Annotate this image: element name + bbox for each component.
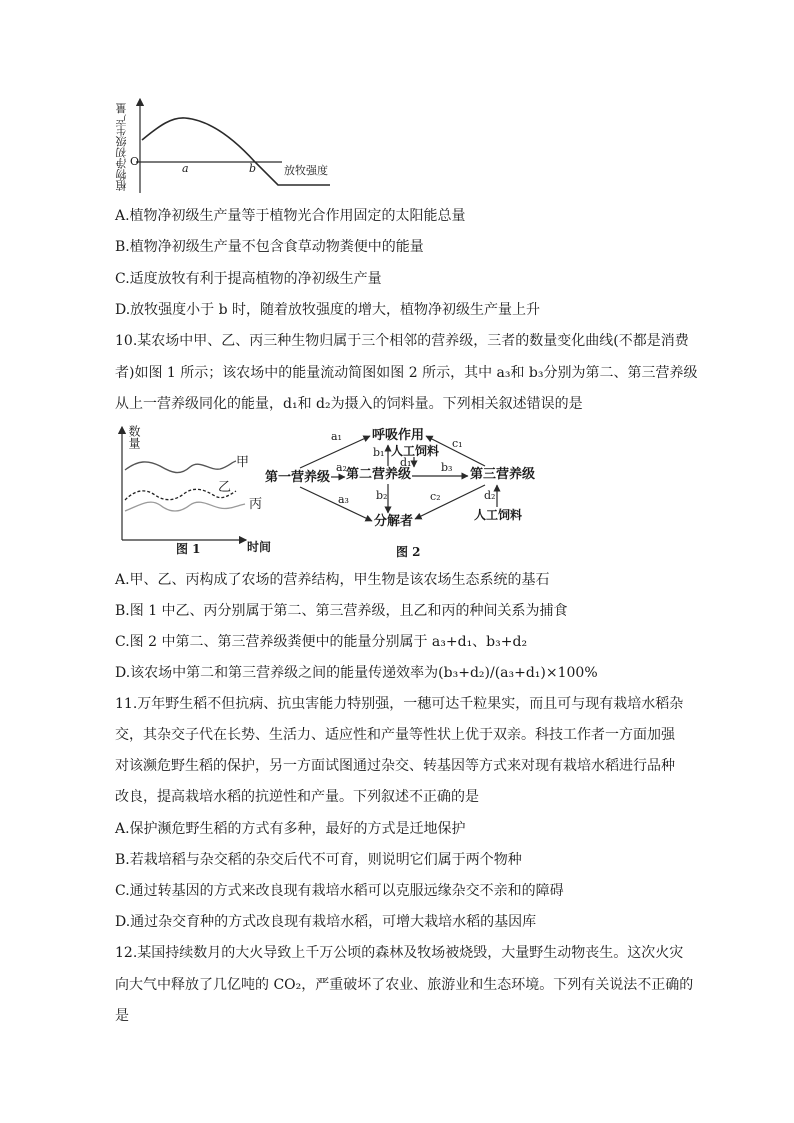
q12-stem-line: 是: [115, 1008, 129, 1024]
edge-label-a3: a₃: [338, 493, 349, 506]
q11-option-d: D.通过杂交育种的方式改良现有栽培水稻，可增大栽培水稻的基因库: [115, 914, 537, 930]
edge-label-c2: c₂: [430, 490, 441, 503]
edge-label-d2: d₂: [484, 489, 496, 502]
q10-stem-line: 者)如图 1 所示；该农场中的能量流动简图如图 2 所示，其中 a₃和 b₃分别为第二、第三营养级: [115, 365, 698, 381]
edge-label-b2: b₂: [376, 489, 388, 502]
q9-origin-label: O: [130, 155, 140, 168]
q9-x-axis-label: 放牧强度: [284, 164, 328, 177]
q10-option-d: D.该农场中第二和第三营养级之间的能量传递效率为(b₃+d₂)/(a₃+d₁)×100%: [115, 665, 598, 681]
edge-label-d1: d₁: [400, 456, 412, 469]
node-respiration: 呼吸作用: [372, 428, 425, 443]
q11-stem-line: 改良，提高栽培水稻的抗逆性和产量。下列叙述不正确的是: [115, 789, 479, 805]
q10-stem-line: 10.某农场中甲、乙、丙三种生物归属于三个相邻的营养级，三者的数量变化曲线(不都是消费: [115, 333, 689, 349]
curve-label-yi: 乙: [218, 480, 232, 495]
node-third-trophic-level: 第三营养级: [470, 467, 536, 482]
q11-option-a: A.保护濒危野生稻的方式有多种，最好的方式是迁地保护: [115, 821, 466, 837]
q9-graph: [100, 85, 345, 200]
node-second-trophic-level: 第二营养级: [346, 467, 412, 482]
q9-option-d: D.放牧强度小于 b 时，随着放牧强度的增大，植物净初级生产量上升: [115, 302, 541, 318]
q11-stem-line: 交，其杂交子代在长势、生活力、适应性和产量等性状上优于双亲。科技工作者一方面加强: [115, 727, 675, 743]
edge-label-c1: c₁: [452, 437, 463, 450]
q11-option-c: C.通过转基因的方式来改良现有栽培水稻可以克服远缘杂交不亲和的障碍: [115, 883, 564, 899]
edge-label-a1: a₁: [331, 430, 342, 443]
figure-1-caption: 图 1: [176, 542, 201, 556]
curve-jia: [125, 461, 236, 473]
q12-stem-line: 向大气中释放了几亿吨的 CO₂，严重破坏了农业、旅游业和生态环境。下列有关说法不正确的: [115, 977, 694, 993]
q10-stem-line: 从上一营养级同化的能量，d₁和 d₂为摄入的饲料量。下列相关叙述错误的是: [115, 396, 583, 412]
q10-option-c: C.图 2 中第二、第三营养级粪便中的能量分别属于 a₃+d₁、b₃+d₂: [115, 634, 528, 650]
q11-stem-line: 对该濒危野生稻的保护，另一方面试图通过杂交、转基因等方式来对现有栽培水稻进行品种: [115, 758, 675, 774]
q10-option-b: B.图 1 中乙、丙分别属于第二、第三营养级，且乙和丙的种间关系为捕食: [115, 603, 568, 619]
q9-option-b: B.植物净初级生产量不包含食草动物粪便中的能量: [115, 239, 424, 255]
q9-y-axis-label: 植物净初级生产量: [115, 103, 128, 191]
q9-option-c: C.适度放牧有利于提高植物的净初级生产量: [115, 271, 382, 287]
q9-tick-b: b: [249, 162, 257, 175]
edge-label-b1: b₁: [373, 446, 385, 459]
curve-bing: [125, 502, 245, 511]
q10-option-a: A.甲、乙、丙构成了农场的营养结构，甲生物是该农场生态系统的基石: [115, 572, 550, 588]
edge-label-a2: a₂: [336, 461, 347, 474]
curve-label-bing: 丙: [249, 497, 263, 512]
node-artificial-feed-top: 人工饲料: [391, 444, 440, 458]
q9-tick-a: a: [182, 162, 189, 175]
figure-1-x-axis-label: 时间: [247, 540, 272, 554]
figure-1-y-axis-label: 数量: [127, 425, 141, 449]
node-first-trophic-level: 第一营养级: [265, 470, 331, 485]
node-artificial-feed-bottom: 人工饲料: [474, 508, 523, 522]
q12-stem-line: 12.某国持续数月的大火导致上千万公顷的森林及牧场被烧毁，大量野生动物丧生。这次火灾: [115, 945, 684, 961]
edge-label-b3: b₃: [441, 461, 453, 474]
arrow-a3: [300, 487, 372, 521]
q11-option-b: B.若栽培稻与杂交稻的杂交后代不可育，则说明它们属于两个物种: [115, 852, 522, 868]
q11-stem-line: 11.万年野生稻不但抗病、抗虫害能力特别强，一穗可达千粒果实，而且可与现有栽培水稻杂: [115, 696, 684, 712]
q9-option-a: A.植物净初级生产量等于植物光合作用固定的太阳能总量: [115, 208, 466, 224]
curve-label-jia: 甲: [236, 455, 250, 470]
figure-2-caption: 图 2: [396, 545, 421, 559]
node-decomposer: 分解者: [374, 514, 414, 529]
